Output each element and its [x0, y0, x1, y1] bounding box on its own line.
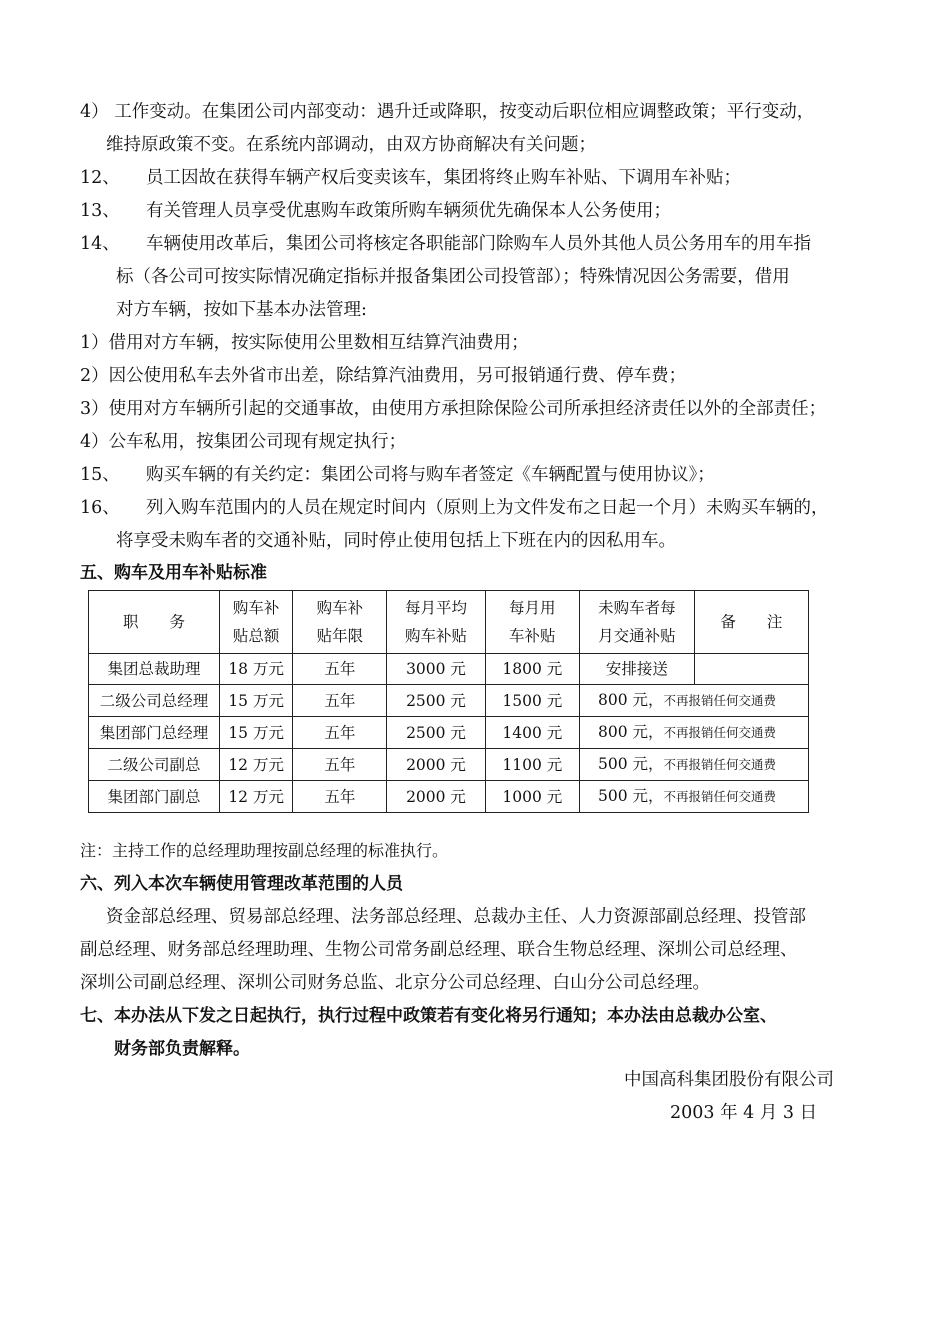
item-15-number: 15、: [80, 465, 120, 485]
cell-no-car-merged: [579, 717, 808, 749]
header-no-car-line1: 未购车者每: [598, 599, 676, 617]
header-position-label: 职 务: [122, 613, 185, 631]
header-position: [89, 591, 220, 654]
header-purchase-total-line2: 贴总额: [232, 627, 280, 645]
cell-no-car: 800 元，: [597, 691, 664, 709]
cell-no-car-note: 不再报销任何交通费: [663, 789, 776, 804]
header-purchase-years-line2: 贴年限: [316, 627, 364, 645]
cell-monthly-purchase: 3000 元: [387, 654, 485, 685]
table-row: [89, 685, 809, 717]
signature-date: 2003 年 4 月 3 日: [670, 1103, 818, 1123]
cell-no-car: 500 元，: [597, 755, 664, 773]
table-row: [89, 749, 809, 781]
header-monthly-purchase-line2: 购车补贴: [404, 627, 467, 645]
cell-total: 15 万元: [219, 685, 292, 717]
cell-years: 五年: [293, 717, 387, 749]
cell-total: 12 万元: [219, 781, 292, 813]
cell-total: 12 万元: [219, 749, 292, 781]
cell-no-car: 800 元，: [597, 723, 664, 741]
item-16-continued: 将享受未购车者的交通补贴，同时停止使用包括上下班在内的因私用车。: [116, 531, 676, 551]
header-monthly-use-line2: 车补贴: [509, 627, 556, 645]
item-14-continued-2: 对方车辆，按如下基本办法管理:: [116, 300, 367, 320]
cell-monthly-purchase: 2000 元: [387, 781, 485, 813]
header-purchase-years-line1: 购车补: [316, 599, 364, 617]
header-purchase-years: [293, 591, 387, 654]
header-remark: [694, 591, 808, 654]
cell-monthly-purchase: 2000 元: [387, 749, 485, 781]
cell-monthly-use: 1100 元: [485, 749, 579, 781]
item-13-text: 有关管理人员享受优惠购车政策所购车辆须优先确保本人公务使用；: [146, 201, 671, 221]
section-7-continued: 财务部负责解释。: [114, 1039, 250, 1059]
header-purchase-total-line1: 购车补: [232, 599, 280, 617]
cell-years: 五年: [293, 654, 387, 685]
cell-no-car-merged: [579, 749, 808, 781]
cell-no-car-merged: [579, 781, 808, 813]
cell-no-car-note: 不再报销任何交通费: [663, 725, 776, 740]
cell-monthly-purchase: 2500 元: [387, 685, 485, 717]
cell-monthly-use: 1500 元: [485, 685, 579, 717]
item-12-text: 员工因故在获得车辆产权后变卖该车，集团将终止购车补贴、下调用车补贴；: [146, 168, 741, 188]
cell-no-car-merged: [579, 685, 808, 717]
cell-position: 二级公司副总: [89, 749, 220, 781]
cell-no-car: 500 元，: [597, 787, 664, 805]
cell-monthly-use: 1400 元: [485, 717, 579, 749]
cell-no-car: 安排接送: [579, 654, 694, 685]
cell-position: 集团总裁助理: [89, 654, 220, 685]
header-monthly-use-line1: 每月用: [509, 599, 556, 617]
header-remark-label: 备 注: [720, 613, 783, 631]
sub-item-3: 3）使用对方车辆所引起的交通事故，由使用方承担除保险公司所承担经济责任以外的全部责任；: [80, 399, 827, 419]
item-14-continued-1: 标（各公司可按实际情况确定指标并报备集团公司投管部）；特殊情况因公务需要，借用: [116, 267, 790, 287]
section-6-line-1: 资金部总经理、贸易部总经理、法务部总经理、总裁办主任、人力资源部副总经理、投管部: [106, 907, 806, 927]
header-monthly-use: [485, 591, 579, 654]
section-6-line-3: 深圳公司副总经理、深圳公司财务总监、北京分公司总经理、白山分公司总经理。: [80, 973, 710, 993]
header-monthly-purchase-line1: 每月平均: [404, 599, 467, 617]
cell-years: 五年: [293, 749, 387, 781]
section-5-heading: 五、购车及用车补贴标准: [80, 563, 267, 583]
signature-company: 中国高科集团股份有限公司: [624, 1070, 834, 1090]
table-row: [89, 781, 809, 813]
section-6-line-2: 副总经理、财务部总经理助理、生物公司常务副总经理、联合生物总经理、深圳公司总经理、: [80, 940, 798, 960]
cell-years: 五年: [293, 781, 387, 813]
cell-no-car-note: 不再报销任何交通费: [663, 757, 776, 772]
cell-monthly-use: 1800 元: [485, 654, 579, 685]
cell-position: 集团部门总经理: [89, 717, 220, 749]
table-header-row: [89, 591, 809, 654]
cell-monthly-purchase: 2500 元: [387, 717, 485, 749]
sub-item-2: 2）因公使用私车去外省市出差，除结算汽油费用，另可报销通行费、停车费；: [80, 366, 687, 386]
item-14-number: 14、: [80, 234, 120, 254]
subsidy-table: [88, 590, 809, 813]
cell-position: 二级公司总经理: [89, 685, 220, 717]
header-no-car-line2: 月交通补贴: [598, 627, 676, 645]
header-no-car-subsidy: [579, 591, 694, 654]
item-4-work-change: 4） 工作变动。在集团公司内部变动：遇升迁或降职，按变动后职位相应调整政策；平行变动，: [80, 102, 815, 122]
cell-total: 18 万元: [219, 654, 292, 685]
cell-position: 集团部门副总: [89, 781, 220, 813]
item-14-text: 车辆使用改革后，集团公司将核定各职能部门除购车人员外其他人员公务用车的用车指: [146, 234, 811, 254]
item-13-number: 13、: [80, 201, 120, 221]
table-footnote: 注：主持工作的总经理助理按副总经理的标准执行。: [80, 841, 449, 860]
item-12-number: 12、: [80, 168, 120, 188]
table-row: [89, 717, 809, 749]
section-7-heading: 七、本办法从下发之日起执行，执行过程中政策若有变化将另行通知；本办法由总裁办公室、: [80, 1006, 777, 1026]
header-monthly-purchase: [387, 591, 485, 654]
section-6-heading: 六、列入本次车辆使用管理改革范围的人员: [80, 874, 403, 894]
item-15-text: 购买车辆的有关约定：集团公司将与购车者签定《车辆配置与使用协议》；: [146, 465, 715, 485]
item-16-number: 16、: [80, 498, 120, 518]
cell-total: 15 万元: [219, 717, 292, 749]
cell-no-car-note: 不再报销任何交通费: [663, 693, 776, 708]
cell-monthly-use: 1000 元: [485, 781, 579, 813]
sub-item-4: 4）公车私用，按集团公司现有规定执行；: [80, 432, 407, 452]
cell-remark: [694, 654, 808, 685]
table-row: [89, 654, 809, 685]
cell-years: 五年: [293, 685, 387, 717]
item-16-text: 列入购车范围内的人员在规定时间内（原则上为文件发布之日起一个月）未购买车辆的，: [146, 498, 829, 518]
sub-item-1: 1）借用对方车辆，按实际使用公里数相互结算汽油费用；: [80, 333, 529, 353]
item-4-continued: 维持原政策不变。在系统内部调动，由双方协商解决有关问题；: [106, 135, 596, 155]
header-purchase-total: [219, 591, 292, 654]
